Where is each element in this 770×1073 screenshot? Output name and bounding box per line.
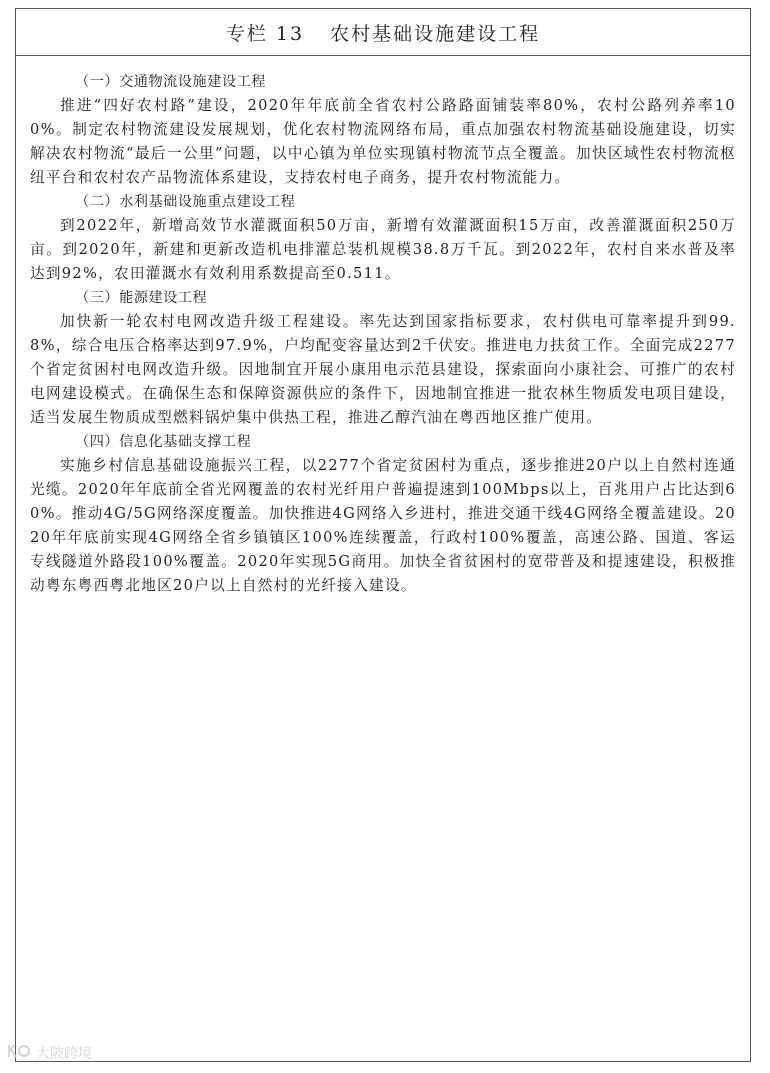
section-paragraph: 加快新一轮农村电网改造升级工程建设。率先达到国家指标要求，农村供电可靠率提升到99.8%，综合电压合格率达到97.9%，户均配变容量达到2千伏安。推进电力扶贫工作。全面完成2277个省定贫困村电网改造升级。因地制宜开展小康用电示范县建设，探索面向小康社会、可推广的农村电网建设模式。在确保生态和保障资源供应的条件下，因地制宜推进一批农林生物质发电项目建设，适当发展生物质成型燃料锅炉集中供热工程，推进乙醇汽油在粤西地区推广使用。 [30, 313, 736, 426]
column-title: 农村基础设施建设工程 [330, 22, 541, 45]
column-box [15, 8, 751, 1062]
column-number: 专栏 13 [225, 22, 305, 45]
section-paragraph: 到2022年，新增高效节水灌溉面积50万亩，新增有效灌溉面积15万亩，改善灌溉面积250万亩。到2020年，新建和更新改造机电排灌总装机规模38.8万千瓦。到2022年，农村自来水普及率达到92%，农田灌溉水有效利用系数提高至0.511。 [30, 217, 736, 282]
section-water [30, 190, 736, 286]
section-heading: （二）水利基础设施重点建设工程 [75, 194, 296, 210]
column-content [16, 56, 750, 598]
watermark [7, 1043, 92, 1063]
section-heading: （三）能源建设工程 [75, 290, 208, 306]
section-heading: （四）信息化基础支撑工程 [75, 434, 252, 450]
section-information [30, 430, 736, 598]
section-paragraph: 推进“四好农村路”建设，2020年年底前全省农村公路路面铺装率80%，农村公路列养率100%。制定农村物流建设发展规划，优化农村物流网络布局，重点加强农村物流基础设施建设，切实解决农村物流“最后一公里”问题，以中心镇为单位实现镇村物流节点全覆盖。加快区域性农村物流枢纽平台和农村农产品物流体系建设，支持农村电子商务，提升农村物流能力。 [30, 97, 736, 186]
section-paragraph: 实施乡村信息基础设施振兴工程，以2277个省定贫困村为重点，逐步推进20户以上自然村连通光缆。2020年年底前全省光网覆盖的农村光纤用户普遍提速到100Mbps以上，百兆用户占比达到60%。推动4G/5G网络深度覆盖。加快推进4G网络入乡进村，推进交通干线4G网络全覆盖建设。2020年年底前实现4G网络全省乡镇镇区100%连续覆盖，行政村100%覆盖，高速公路、国道、客运专线隧道外路段100%覆盖。2020年实现5G商用。加快全省贫困村的宽带普及和提速建设，积极推动粤东粤西粤北地区20户以上自然村的光纤接入建设。 [30, 457, 736, 594]
section-heading: （一）交通物流设施建设工程 [75, 74, 266, 90]
section-transport [30, 70, 736, 190]
column-title-bar [16, 9, 750, 56]
brand-logo-icon [7, 1043, 31, 1063]
watermark-text: 大陂跨境 [36, 1046, 92, 1062]
section-energy [30, 286, 736, 430]
